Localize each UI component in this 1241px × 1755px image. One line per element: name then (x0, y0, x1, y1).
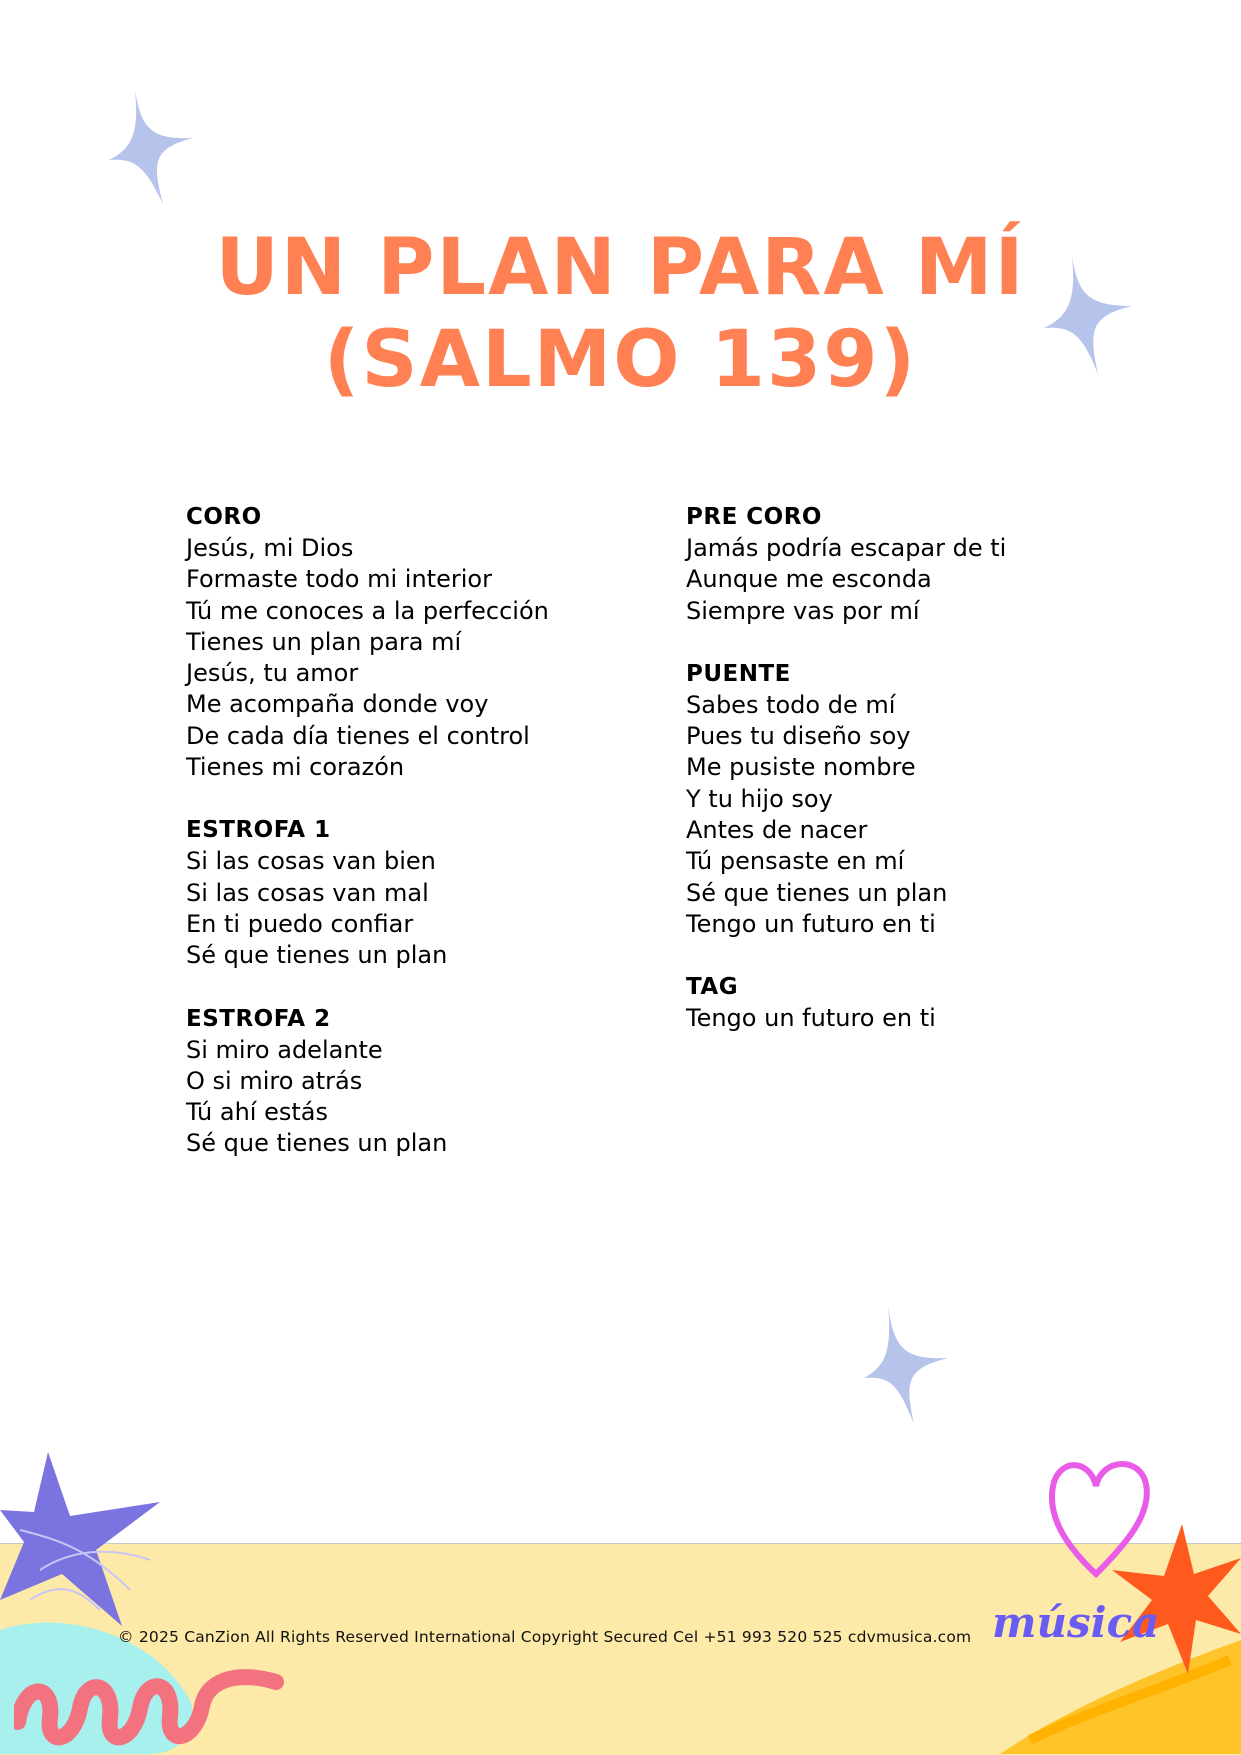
lyric-line: Tienes mi corazón (186, 753, 405, 782)
lyric-line: Sabes todo de mí (686, 690, 896, 719)
section-tag (686, 972, 1006, 1034)
section-heading: CORO (186, 504, 262, 530)
lyric-line: Aunque me esconda (686, 565, 932, 594)
sparkle-icon (105, 88, 195, 206)
lyric-line: De cada día tienes el control (186, 721, 530, 750)
section-coro (186, 502, 549, 783)
lyric-line: Antes de nacer (686, 816, 868, 845)
lyric-line: Pues tu diseño soy (686, 722, 911, 751)
lyric-line: Sé que tienes un plan (186, 941, 448, 970)
lyric-line: Siempre vas por mí (686, 596, 920, 625)
section-heading: PRE CORO (686, 504, 822, 530)
song-title-line-2: (SALMO 139) (323, 315, 918, 405)
section-heading: TAG (686, 974, 739, 1001)
lyrics-left-column (186, 502, 549, 1192)
lyric-line: Me pusiste nombre (686, 753, 916, 782)
song-title-line-1: UN PLAN PARA MÍ (215, 223, 1026, 313)
section-estrofa-1 (186, 815, 549, 971)
lyric-line: Jesús, tu amor (186, 659, 359, 688)
section-heading: PUENTE (686, 660, 791, 687)
lyric-line: Y tu hijo soy (686, 784, 833, 813)
lyric-line: En ti puedo confiar (186, 909, 414, 938)
section-puente (686, 659, 1006, 940)
lyric-line: Tú ahí estás (186, 1098, 328, 1127)
lyric-line: Tienes un plan para mí (186, 627, 462, 656)
lyric-line: Tengo un futuro en ti (686, 909, 936, 938)
copyright-notice: © 2025 CanZion All Rights Reserved International Copyright Secured Cel +51 993 520 525 cdvmusica.com (118, 1628, 972, 1646)
lyric-line: Jesús, mi Dios (186, 534, 354, 562)
section-heading: ESTROFA 1 (186, 817, 331, 844)
lyric-line: Si las cosas van mal (186, 878, 429, 907)
purple-star-icon (0, 1450, 180, 1630)
lyric-line: Tú pensaste en mí (686, 847, 905, 876)
heart-icon (1042, 1452, 1152, 1578)
cdv-musica-logo: música (992, 1598, 1160, 1647)
section-pre-coro (686, 502, 1006, 627)
lyric-line: Tú me conoces a la perfección (186, 596, 549, 625)
section-estrofa-2 (186, 1004, 549, 1160)
lyric-line: Sé que tienes un plan (186, 1129, 448, 1158)
lyric-line: Tengo un futuro en ti (686, 1004, 936, 1033)
pink-squiggle-decoration (14, 1662, 284, 1754)
section-heading: ESTROFA 2 (186, 1005, 331, 1032)
lyrics-right-column (686, 502, 1006, 1067)
lyric-line: Sé que tienes un plan (686, 878, 948, 907)
song-title (0, 222, 1241, 406)
sparkle-icon (862, 1304, 950, 1426)
lyric-line: Me acompaña donde voy (186, 690, 489, 719)
lyric-line: Jamás podría escapar de ti (686, 534, 1007, 562)
lyric-line: Formaste todo mi interior (186, 565, 492, 594)
lyric-line: Si las cosas van bien (186, 847, 436, 876)
lyric-line: Si miro adelante (186, 1035, 383, 1064)
lyric-line: O si miro atrás (186, 1066, 363, 1095)
